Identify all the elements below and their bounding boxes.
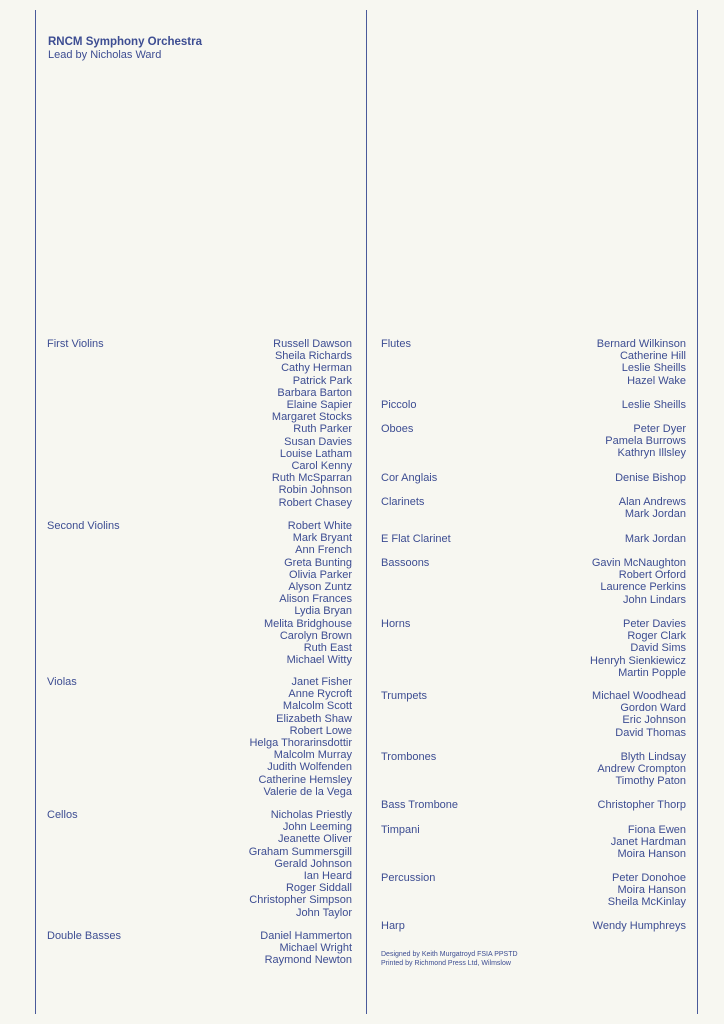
section-label: Flutes [381, 338, 411, 350]
player-name: Valerie de la Vega [263, 785, 352, 798]
player-list [592, 690, 686, 739]
player-name: Sheila Richards [274, 350, 352, 363]
section-label: Horns [381, 618, 411, 630]
section-label: Bass Trombone [381, 799, 459, 811]
player-name: John Leeming [282, 821, 352, 834]
player-name: Catherine Hemsley [258, 773, 352, 786]
section-label: Trombones [381, 751, 437, 763]
player-name: Raymond Newton [264, 954, 352, 967]
player-name: Robert White [287, 520, 352, 532]
section-label: Double Basses [47, 930, 121, 942]
player-name: John Lindars [623, 593, 686, 606]
player-list [264, 520, 352, 666]
player-list [619, 496, 686, 520]
player-list [593, 920, 686, 932]
player-name: Melita Bridghouse [263, 617, 352, 630]
section-label: Percussion [381, 872, 436, 884]
player-name: Graham Summersgill [248, 845, 352, 858]
player-name: Nicholas Priestly [270, 809, 352, 821]
player-name: Peter Davies [623, 618, 686, 630]
player-name: Alyson Zuntz [288, 581, 352, 594]
player-list [597, 751, 686, 788]
player-name: Robert Lowe [289, 724, 352, 737]
center-divider-rule [366, 10, 367, 1014]
player-name: Barbara Barton [277, 386, 352, 399]
player-name: Andrew Crompton [597, 763, 686, 776]
section-label: Cellos [47, 809, 78, 821]
player-name: David Sims [630, 642, 686, 655]
section-label: E Flat Clarinet [381, 533, 451, 545]
section-label: Timpani [381, 824, 420, 836]
player-name: Mark Bryant [292, 532, 352, 545]
credits [381, 951, 518, 968]
printer-credit: Printed by Richmond Press Ltd, Wilmslow [381, 959, 511, 967]
player-name: Alison Frances [279, 593, 352, 606]
player-name: Moira Hanson [617, 884, 686, 897]
player-name: Judith Wolfenden [267, 761, 352, 774]
player-name: Ruth Parker [293, 423, 352, 436]
player-name: Russell Dawson [273, 338, 352, 350]
player-name: Helga Thorarinsdottir [249, 737, 352, 750]
player-name: Michael Woodhead [592, 690, 686, 702]
player-name: Ruth East [303, 642, 352, 655]
programme-header [48, 36, 202, 61]
player-name: Gordon Ward [620, 702, 686, 715]
right-margin-rule [697, 10, 698, 1014]
section-label: Cor Anglais [381, 472, 438, 484]
player-name: Gerald Johnson [274, 857, 352, 870]
player-list [260, 930, 352, 967]
player-list [615, 472, 686, 484]
player-name: Timothy Paton [615, 775, 686, 788]
player-name: Lydia Bryan [294, 605, 352, 618]
player-name: Mark Jordan [624, 533, 686, 545]
player-list [590, 618, 686, 679]
section-label: Clarinets [381, 496, 425, 508]
player-name: Fiona Ewen [627, 824, 686, 836]
section-label: Piccolo [381, 399, 417, 411]
player-name: Ann French [295, 544, 352, 557]
player-name: Eric Johnson [622, 714, 686, 727]
player-name: Christopher Thorp [597, 799, 686, 811]
player-name: Carol Kenny [291, 460, 352, 473]
section-label: Violas [47, 676, 77, 688]
player-list [598, 799, 686, 811]
player-list [272, 338, 352, 509]
player-name: Sheila McKinlay [607, 896, 686, 909]
player-name: Anne Rycroft [288, 688, 352, 701]
player-name: John Taylor [295, 906, 352, 919]
player-list [605, 423, 686, 460]
player-name: Mark Jordan [624, 508, 686, 521]
player-name: Louise Latham [279, 447, 352, 460]
player-name: Peter Donohoe [612, 872, 686, 884]
player-list [622, 399, 686, 411]
player-list [249, 676, 352, 798]
section-label: First Violins [47, 338, 104, 350]
player-name: Wendy Humphreys [592, 920, 686, 932]
player-name: Cathy Herman [281, 362, 352, 375]
player-name: Ruth McSparran [271, 472, 352, 485]
player-name: Denise Bishop [615, 472, 686, 484]
player-name: Roger Siddall [285, 882, 352, 895]
section-label: Second Violins [47, 520, 120, 532]
player-name: Alan Andrews [618, 496, 686, 508]
designer-credit: Designed by Keith Murgatroyd FSIA PPSTD [381, 951, 518, 958]
player-name: Robert Orford [618, 569, 686, 582]
player-list [608, 872, 686, 909]
player-name: Blyth Lindsay [620, 751, 686, 763]
section-label: Trumpets [381, 690, 428, 702]
player-name: Michael Wright [279, 942, 352, 955]
player-name: Janet Fisher [291, 676, 352, 688]
player-name: Martin Popple [618, 666, 686, 679]
orchestra-title: RNCM Symphony Orchestra [48, 36, 203, 48]
section-label: Harp [381, 920, 405, 932]
player-name: Margaret Stocks [271, 411, 352, 424]
player-name: Pamela Burrows [605, 435, 686, 448]
player-name: Laurence Perkins [600, 581, 686, 594]
player-name: David Thomas [615, 726, 686, 739]
player-name: Greta Bunting [284, 556, 352, 569]
player-name: Malcolm Murray [273, 749, 352, 762]
player-name: Henryh Sienkiewicz [590, 654, 686, 667]
player-list [611, 824, 686, 861]
player-name: Christopher Simpson [249, 894, 352, 907]
player-name: Susan Davies [284, 435, 352, 448]
player-name: Kathryn Illsley [617, 447, 686, 460]
section-label: Oboes [381, 423, 414, 435]
player-list [249, 809, 352, 919]
player-list [597, 338, 686, 387]
player-name: Moira Hanson [617, 848, 686, 861]
player-name: Gavin McNaughton [591, 557, 686, 569]
player-name: Jeanette Oliver [278, 833, 352, 846]
player-name: Olivia Parker [289, 568, 352, 581]
player-list [592, 557, 686, 606]
player-name: Carolyn Brown [279, 629, 352, 642]
player-name: Janet Hardman [610, 836, 686, 849]
player-name: Robert Chasey [278, 496, 352, 509]
player-name: Peter Dyer [633, 423, 686, 435]
player-name: Leslie Sheills [621, 362, 686, 375]
player-name: Patrick Park [292, 374, 352, 387]
player-name: Leslie Sheills [621, 399, 686, 411]
player-name: Michael Witty [286, 654, 352, 667]
left-margin-rule [35, 10, 36, 1014]
player-name: Robin Johnson [278, 484, 352, 497]
player-name: Elaine Sapier [286, 399, 352, 412]
player-name: Malcolm Scott [282, 700, 352, 713]
player-name: Elizabeth Shaw [276, 712, 352, 725]
player-name: Catherine Hill [619, 350, 686, 363]
player-name: Bernard Wilkinson [596, 338, 686, 350]
section-label: Bassoons [381, 557, 430, 569]
player-name: Roger Clark [627, 630, 686, 643]
player-list [625, 533, 686, 545]
player-name: Daniel Hammerton [260, 930, 352, 942]
player-name: Ian Heard [303, 870, 352, 883]
player-name: Hazel Wake [627, 374, 686, 387]
leader-subtitle: Lead by Nicholas Ward [48, 49, 162, 61]
